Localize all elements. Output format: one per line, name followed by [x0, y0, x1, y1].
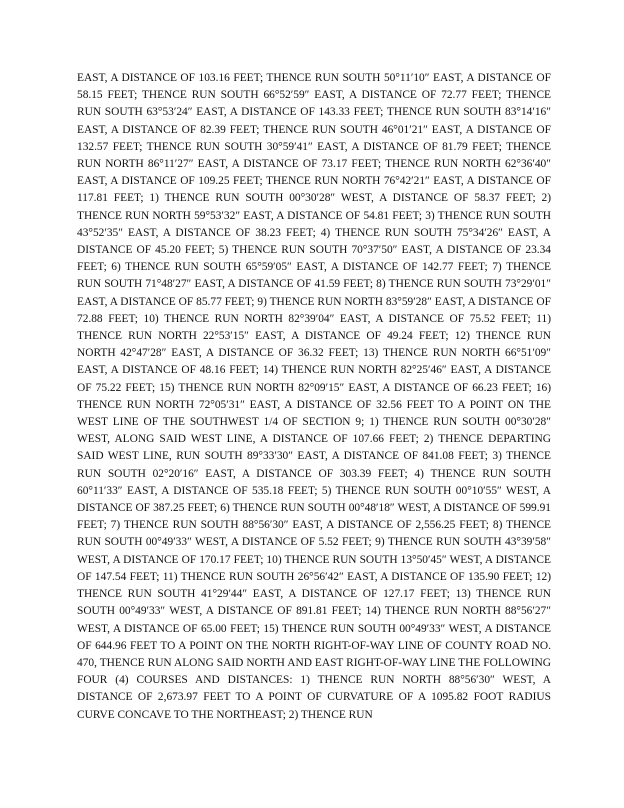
legal-description-paragraph: EAST, A DISTANCE OF 103.16 FEET; THENCE RUN SOUTH 50°11′10″ EAST, A DISTANCE OF 58.15 FEET; THENCE RUN SOUTH 66°52′59″ EAST, A DISTANCE OF 72.77 FEET; THENCE RUN SOUTH 63°53′24″ EAST, A DISTANCE OF 143.33 FEET; THENCE RUN SOUTH 83°14′16″ EAST, A DISTANCE OF 82.39 FEET; THENCE RUN SOUTH 46°01′21″ EAST, A DISTANCE OF 132.57 FEET; THENCE RUN SOUTH 30°59′41″ EAST, A DISTANCE OF 81.79 FEET; THENCE RUN NORTH 86°11′27″ EAST, A DISTANCE OF 73.17 FEET; THENCE RUN NORTH 62°36′40″ EAST, A DISTANCE OF 109.25 FEET; THENCE RUN NORTH 76°42′21″ EAST, A DISTANCE OF 117.81 FEET; 1) THENCE RUN SOUTH 00°30′28″ WEST, A DISTANCE OF 58.37 FEET; 2) THENCE RUN NORTH 59°53′32″ EAST, A DISTANCE OF 54.81 FEET; 3) THENCE RUN SOUTH 43°52′35″ EAST, A DISTANCE OF 38.23 FEET; 4) THENCE RUN SOUTH 75°34′26″ EAST, A DISTANCE OF 45.20 FEET; 5) THENCE RUN SOUTH 70°37′50″ EAST, A DISTANCE OF 23.34 FEET; 6) THENCE RUN SOUTH 65°59′05″ EAST, A DISTANCE OF 142.77 FEET; 7) THENCE RUN SOUTH 71°48′27″ EAST, A DISTANCE OF 41.59 FEET; 8) THENCE RUN SOUTH 73°29′01″ EAST, A DISTANCE OF 85.77 FEET; 9) THENCE RUN NORTH 83°59′28″ EAST, A DISTANCE OF 72.88 FEET; 10) THENCE RUN NORTH 82°39′04″ EAST, A DISTANCE OF 75.52 FEET; 11) THENCE RUN NORTH 22°53′15″ EAST, A DISTANCE OF 49.24 FEET; 12) THENCE RUN NORTH 42°47′28″ EAST, A DISTANCE OF 36.32 FEET; 13) THENCE RUN NORTH 66°51′09″ EAST, A DISTANCE OF 48.16 FEET; 14) THENCE RUN NORTH 82°25′46″ EAST, A DISTANCE OF 75.22 FEET; 15) THENCE RUN NORTH 82°09′15″ EAST, A DISTANCE OF 66.23 FEET; 16) THENCE RUN NORTH 72°05′31″ EAST, A DISTANCE OF 32.56 FEET TO A POINT ON THE WEST LINE OF THE SOUTHWEST 1/4 OF SECTION 9; 1) THENCE RUN SOUTH 00°30′28″ WEST, ALONG SAID WEST LINE, A DISTANCE OF 107.66 FEET; 2) THENCE DEPARTING SAID WEST LINE, RUN SOUTH 89°33′30″ EAST, A DISTANCE OF 841.08 FEET; 3) THENCE RUN SOUTH 02°20′16″ EAST, A DISTANCE OF 303.39 FEET; 4) THENCE RUN SOUTH 60°11′33″ EAST, A DISTANCE OF 535.18 FEET; 5) THENCE RUN SOUTH 00°10′55″ WEST, A DISTANCE OF 387.25 FEET; 6) THENCE RUN SOUTH 00°48′18″ WEST, A DISTANCE OF 599.91 FEET; 7) THENCE RUN SOUTH 88°56′30″ EAST, A DISTANCE OF 2,556.25 FEET; 8) THENCE RUN SOUTH 00°49′33″ WEST, A DISTANCE OF 5.52 FEET; 9) THENCE RUN SOUTH 43°39′58″ WEST, A DISTANCE OF 170.17 FEET; 10) THENCE RUN SOUTH 13°50′45″ WEST, A DISTANCE OF 147.54 FEET; 11) THENCE RUN SOUTH 26°56′42″ EAST, A DISTANCE OF 135.90 FEET; 12) THENCE RUN SOUTH 41°29′44″ EAST, A DISTANCE OF 127.17 FEET; 13) THENCE RUN SOUTH 00°49′33″ WEST, A DISTANCE OF 891.81 FEET; 14) THENCE RUN NORTH 88°56′27″ WEST, A DISTANCE OF 65.00 FEET; 15) THENCE RUN SOUTH 00°49′33″ WEST, A DISTANCE OF 644.96 FEET TO A POINT ON THE NORTH RIGHT-OF-WAY LINE OF COUNTY ROAD NO. 470, THENCE RUN ALONG SAID NORTH AND EAST RIGHT-OF-WAY LINE THE FOLLOWING FOUR (4) COURSES AND DISTANCES: 1) THENCE RUN NORTH 88°56′30″ WEST, A DISTANCE OF 2,673.97 FEET TO A POINT OF CURVATURE OF A 1095.82 FOOT RADIUS CURVE CONCAVE TO THE NORTHEAST; 2) THENCE RUN — [77, 72, 551, 721]
